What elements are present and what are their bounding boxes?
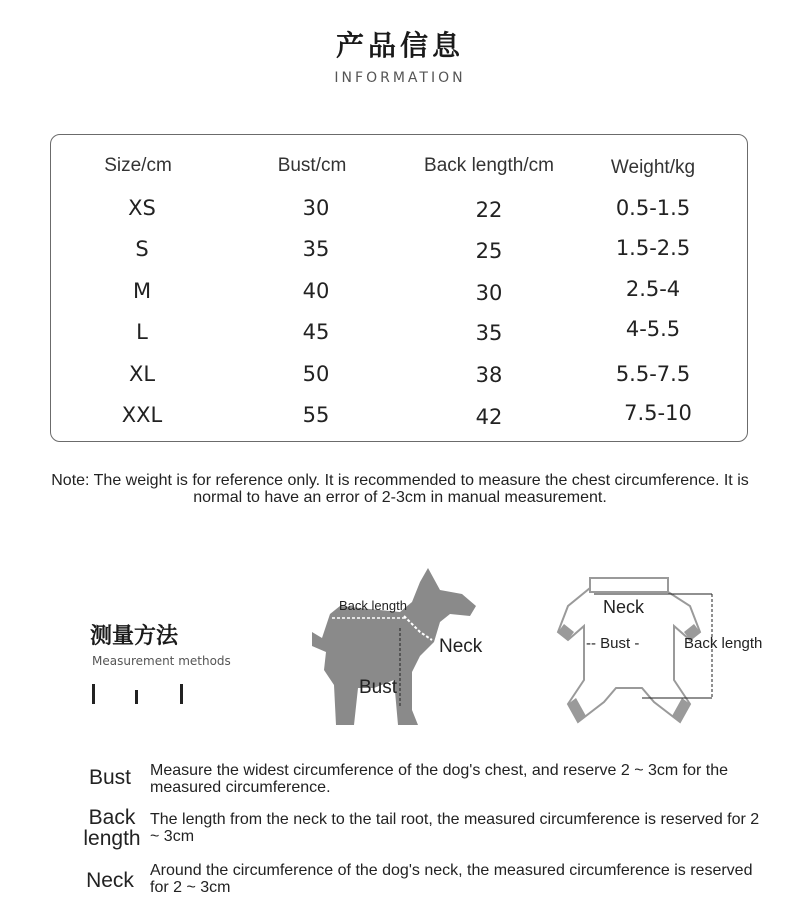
definition-text-bust: Measure the widest circumference of the dog's chest, and reserve 2 ~ 3cm for the measured circumference. xyxy=(150,762,729,796)
definition-text-back-length: The length from the neck to the tail root, the measured circumference is reserved for 2 ~ 3cm xyxy=(150,811,760,845)
dog-bust-label: Bust xyxy=(359,677,398,698)
dog-back-length-label: Back length xyxy=(339,598,407,613)
garment-bust-label: -- Bust - xyxy=(586,635,640,652)
dog-neck-label: Neck xyxy=(439,636,483,657)
table-header-weight: Weight/kg xyxy=(610,157,696,178)
garment-back-length-label: Back length xyxy=(684,635,763,652)
table-cell-bust: 50 xyxy=(302,362,330,386)
divider-tick xyxy=(135,690,138,704)
table-cell-bust: 35 xyxy=(302,237,330,261)
definition-term-back-length: Back length xyxy=(83,806,141,850)
table-cell-back-length: 22 xyxy=(475,198,503,222)
measurement-title: 测量方法 xyxy=(90,624,179,649)
table-cell-back-length: 30 xyxy=(475,281,503,305)
table-header-size: Size/cm xyxy=(104,155,172,176)
table-cell-size: XL xyxy=(128,362,156,386)
table-cell-size: M xyxy=(132,279,152,303)
table-header-bust: Bust/cm xyxy=(277,155,347,176)
definition-text-neck: Around the circumference of the dog's neck, the measured circumference is reserved for 2 ~ 3cm xyxy=(150,862,753,896)
table-cell-bust: 40 xyxy=(302,279,330,303)
note-text: Note: The weight is for reference only. It is recommended to measure the chest circumference. It is normal to have an error of 2-3cm in manual measurement. xyxy=(51,472,749,506)
measurement-subtitle: Measurement methods xyxy=(92,654,231,668)
table-cell-back-length: 38 xyxy=(475,363,503,387)
table-cell-weight: 4-5.5 xyxy=(625,317,681,341)
table-cell-back-length: 42 xyxy=(475,405,503,429)
table-cell-size: S xyxy=(135,237,149,261)
page-subtitle: INFORMATION xyxy=(334,70,466,86)
table-cell-size: L xyxy=(136,320,148,344)
table-cell-weight: 0.5-1.5 xyxy=(615,196,691,220)
table-cell-weight: 1.5-2.5 xyxy=(615,236,691,260)
divider-tick xyxy=(92,684,95,704)
definition-term-neck: Neck xyxy=(86,869,134,892)
table-cell-bust: 55 xyxy=(302,403,330,427)
table-cell-bust: 30 xyxy=(302,196,330,220)
table-cell-size: XXL xyxy=(121,403,163,427)
table-cell-bust: 45 xyxy=(302,320,330,344)
table-cell-weight: 2.5-4 xyxy=(625,277,681,301)
table-cell-back-length: 35 xyxy=(475,321,503,345)
table-header-back-length: Back length/cm xyxy=(424,155,554,176)
garment-neck-label: Neck xyxy=(603,597,645,617)
page-title: 产品信息 xyxy=(335,29,464,62)
definition-term-bust: Bust xyxy=(88,766,132,789)
table-cell-back-length: 25 xyxy=(475,239,503,263)
size-table xyxy=(50,134,748,442)
table-cell-weight: 7.5-10 xyxy=(624,401,692,425)
table-cell-size: XS xyxy=(128,196,156,220)
divider-tick xyxy=(180,684,183,704)
table-cell-weight: 5.5-7.5 xyxy=(615,362,691,386)
